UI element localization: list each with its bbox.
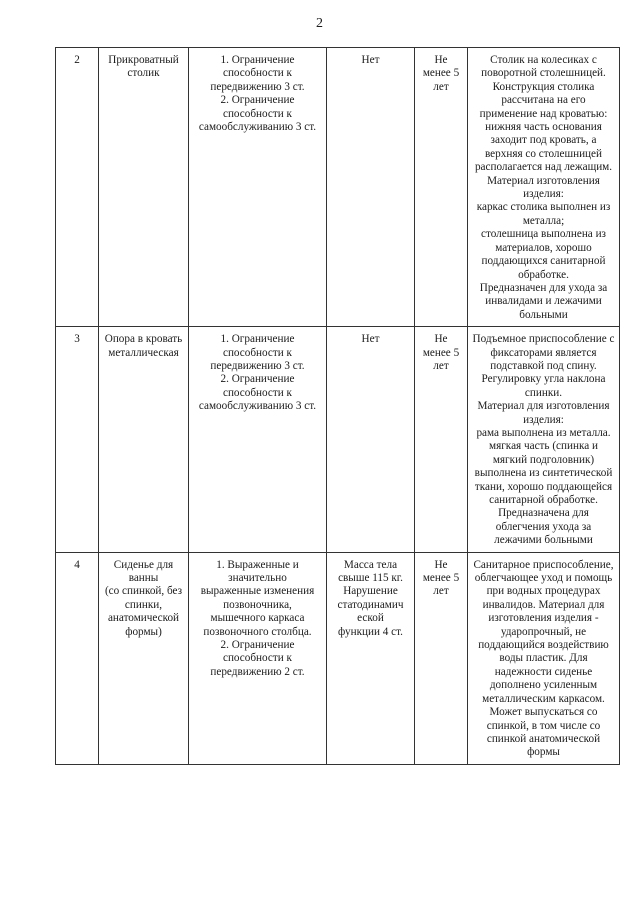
item-name-cell: Прикроватный столик xyxy=(99,48,189,327)
table-row xyxy=(56,48,620,327)
specification-table xyxy=(55,47,620,765)
description-cell: Подъемное приспособление с фиксаторами является подставкой под спину. Регулировку угла наклона спинки. Материал для изготовления изделия: рама выполнена из металла. мягкая часть (спинка и мягкий подголовник) выполнена из синтетической ткани, хорошо поддающейся санитарной обработке. Предназначена для облегчения ухода за лежачими больными xyxy=(468,327,620,553)
row-number-cell: 4 xyxy=(56,552,99,764)
description-cell: Столик на колесиках с поворотной столешницей. Конструкция столика рассчитана на его применение над кроватью: нижняя часть основания заходит под кровать, а верхняя со столешницей располагается над лежащим. Материал изготовления изделия: каркас столика выполнен из металла; столешница выполнена из материалов, хорошо поддающихся санитарной обработке. Предназначен для ухода за инвалидами и лежачими больными xyxy=(468,48,620,327)
item-name-cell: Сиденье для ванны (со спинкой, без спинки, анатомической формы) xyxy=(99,552,189,764)
item-name-cell: Опора в кровать металлическая xyxy=(99,327,189,553)
row-number-cell: 3 xyxy=(56,327,99,553)
page-number: 2 xyxy=(316,16,323,31)
table-row xyxy=(56,327,620,553)
contraindications-cell: Нет xyxy=(327,48,415,327)
row-number-cell: 2 xyxy=(56,48,99,327)
description-cell: Санитарное приспособление, облегчающее уход и помощь при водных процедурах инвалидов. Материал для изготовления изделия - ударопрочный, не поддающийся воздействию воды пластик. Для надежности сиденье дополнено усиленным металлическим каркасом. Может выпускаться со спинкой, в том числе со спинкой анатомической формы xyxy=(468,552,620,764)
service-term-cell: Не менее 5 лет xyxy=(415,327,468,553)
contraindications-cell: Масса тела свыше 115 кг. Нарушение статодинамич еской функции 4 ст. xyxy=(327,552,415,764)
service-term-cell: Не менее 5 лет xyxy=(415,552,468,764)
indications-cell: 1. Ограничение способности к передвижению 3 ст. 2. Ограничение способности к самообслуживанию 3 ст. xyxy=(189,48,327,327)
contraindications-cell: Нет xyxy=(327,327,415,553)
service-term-cell: Не менее 5 лет xyxy=(415,48,468,327)
indications-cell: 1. Выраженные и значительно выраженные изменения позвоночника, мышечного каркаса позвоночного столбца. 2. Ограничение способности к передвижению 2 ст. xyxy=(189,552,327,764)
table-row xyxy=(56,552,620,764)
indications-cell: 1. Ограничение способности к передвижению 3 ст. 2. Ограничение способности к самообслуживанию 3 ст. xyxy=(189,327,327,553)
